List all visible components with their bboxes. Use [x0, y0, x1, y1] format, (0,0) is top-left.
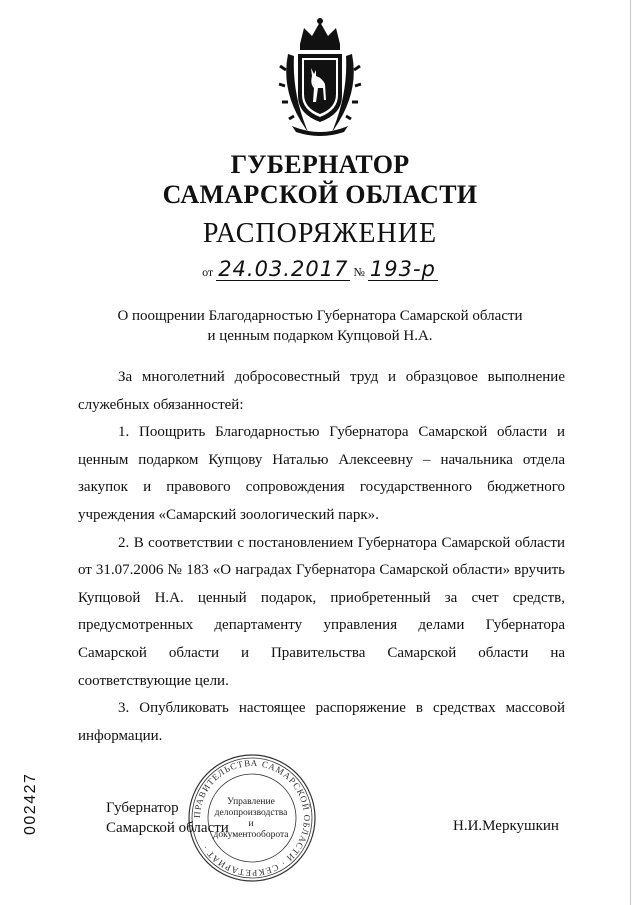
- body-item-3: 3. Опубликовать настоящее распоряжение в средствах массовой информации.: [78, 700, 565, 744]
- body-item-2: 2. В соответствии с постановлением Губернатора Самарской области от 31.07.2006 № 183 «О наградах Губернатора Самарской области» вручить Купцовой Н.А. ценный подарок, приобретенный за счет средств, предусмотренных департаменту управления делами Губернатора Самарской области и Правительства Самарской области на соответствующие цели.: [78, 534, 565, 689]
- handwritten-number: 193-р: [369, 257, 436, 281]
- registration-number: 002427: [22, 772, 39, 835]
- document-type-heading: РАСПОРЯЖЕНИЕ: [202, 218, 438, 249]
- handwritten-date: 24.03.2017: [218, 257, 349, 281]
- number-prefix: №: [353, 265, 365, 279]
- date-prefix: от: [202, 265, 214, 279]
- stamp-inner-line3: и документооборота: [213, 819, 289, 840]
- body-intro: За многолетний добросовестный труд и образцовое выполнение служебных обязанностей:: [78, 369, 565, 413]
- subject-block: [0, 306, 640, 346]
- stamp-inner-line1: Управление: [227, 797, 275, 807]
- date-number-line: [0, 258, 640, 281]
- coat-of-arms-emblem: [278, 14, 362, 138]
- subject-line1: О поощрении Благодарностью Губернатора Самарской области: [117, 308, 523, 324]
- document-body: [78, 364, 565, 750]
- signatory-title-line2: Самарской области: [106, 820, 229, 836]
- signatory-name: Н.И.Меркушкин: [453, 818, 559, 834]
- scan-edge-line: [630, 0, 631, 905]
- signatory-title: [106, 798, 229, 838]
- subject-line2: и ценным подарком Купцовой Н.А.: [207, 328, 433, 344]
- issuer-title-line2: САМАРСКОЙ ОБЛАСТИ: [162, 180, 478, 209]
- body-item-1: 1. Поощрить Благодарностью Губернатора Самарской области и ценным подарком Купцову Наталью Алексеевну – начальника отдела закупок и правового сопровождения государственного бюджетного учреждения «Самарский зоологический парк».: [78, 424, 565, 523]
- issuer-title-line1: ГУБЕРНАТОР: [230, 150, 410, 179]
- stamp-ring-text: ПРАВИТЕЛЬСТВА САМАРСКОЙ ОБЛАСТИ · СЕКРЕТАРИАТ ·: [191, 757, 313, 879]
- signatory-title-line1: Губернатор: [106, 800, 179, 816]
- stamp-inner-line2: делопроизводства: [214, 808, 288, 818]
